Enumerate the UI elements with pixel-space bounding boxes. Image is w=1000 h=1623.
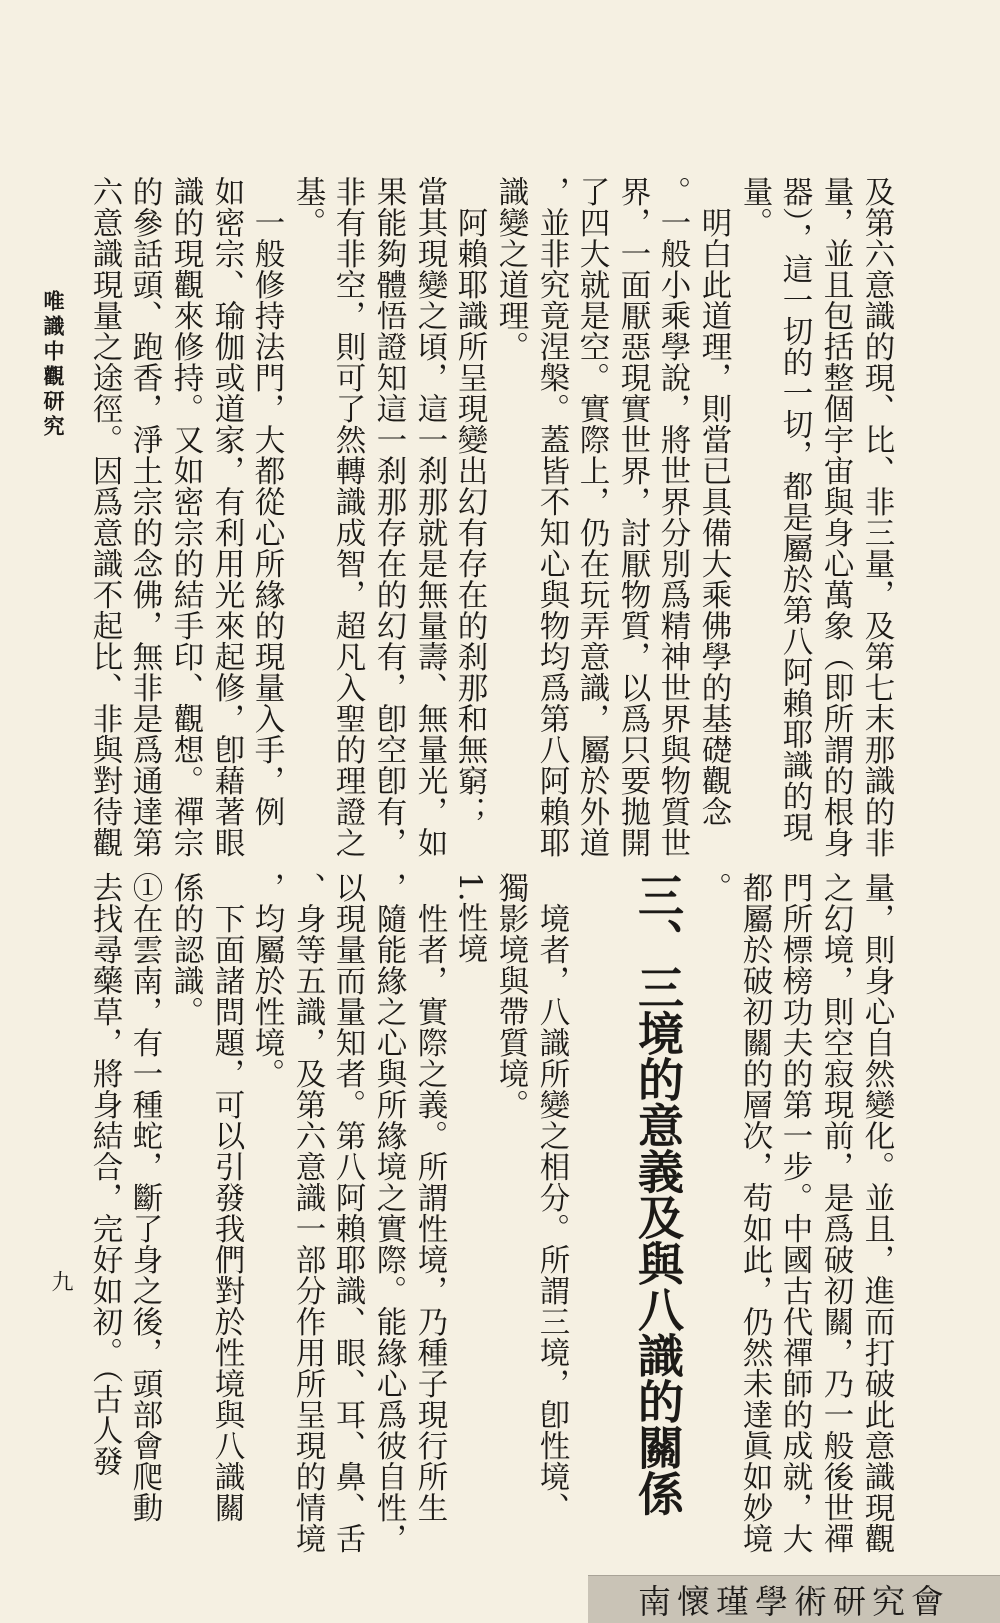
text-column: 、身等五識，及第六意識一部分作用所呈現的情境 [290, 872, 325, 1554]
text-column: ，均屬於性境。 [249, 872, 284, 1089]
text-column: 了四大就是空。實際上，仍在玩弄意識，屬於外道 [574, 176, 609, 858]
text-column: 界，一面厭惡現實世界，討厭物質，以爲只要拋開 [615, 176, 650, 858]
text-column: 當其現變之頃，這一刹那就是無量壽、無量光，如 [412, 176, 447, 858]
text-column: 性者，實際之義。所謂性境，乃種子現行所生 [412, 872, 447, 1523]
subsection-heading: 1.性境 [452, 872, 487, 965]
text-column: 量，並且包括整個宇宙與身心萬象（即所謂的根身 [818, 176, 853, 858]
text-column: 去找尋藥草，將身結合，完好如初。（古人發 [87, 872, 122, 1477]
list-item: ①在雲南，有一種蛇，斷了身之後，頭部會爬動 [127, 872, 162, 1523]
text-column: ，隨能緣之心與所緣境之實際。能緣心爲彼自性， [371, 872, 406, 1554]
text-column: 係的認識。 [168, 872, 203, 1027]
text-column: 一般修持法門，大都從心所緣的現量入手，例 [249, 176, 284, 827]
text-column: 量。 [737, 176, 772, 238]
text-column: 境者，八識所變之相分。所謂三境，卽性境、 [534, 872, 569, 1523]
watermark-banner: 南懷瑾學術研究會 [588, 1575, 1000, 1623]
text-column: 都屬於破初關的層次，苟如此，仍然未達眞如妙境 [737, 872, 772, 1554]
text-column: 阿賴耶識所呈現變出幻有存在的刹那和無窮； [452, 176, 487, 827]
text-column: 下面諸問題，可以引發我們對於性境與八識關 [209, 872, 244, 1523]
text-column: 明白此道理，則當已具備大乘佛學的基礎觀念 [696, 176, 731, 827]
text-column: 六意識現量之途徑。因爲意識不起比、非與對待觀 [87, 176, 122, 858]
text-column: 。一般小乘學說，將世界分別爲精神世界與物質世 [655, 176, 690, 858]
running-title: 唯識中觀研究 [41, 290, 65, 440]
section-heading: 三、三境的意義及與八識的關係 [631, 872, 685, 1516]
text-column: 非有非空，則可了然轉識成智，超凡入聖的理證之 [330, 176, 365, 858]
text-column: 以現量而量知者。第八阿賴耶識、眼、耳、鼻、舌 [330, 872, 365, 1554]
text-column: 及第六意識的現、比、非三量，及第七末那識的非 [859, 176, 894, 858]
text-column: 的參話頭、跑香，淨土宗的念佛，無非是爲通達第 [127, 176, 162, 858]
text-column: 如密宗、瑜伽或道家，有利用光來起修，卽藉著眼 [209, 176, 244, 858]
text-column: 果能夠體悟證知這一刹那存在的幻有，卽空卽有， [371, 176, 406, 858]
text-column: 器），這一切的一切，都是屬於第八阿賴耶識的現 [777, 176, 812, 843]
text-column: 基。 [290, 176, 325, 238]
text-column: 識變之道理。 [493, 176, 528, 362]
text-column: ，並非究竟涅槃。蓋皆不知心與物均爲第八阿賴耶 [534, 176, 569, 858]
text-column: 之幻境，則空寂現前，是爲破初關，乃一般後世禪 [818, 872, 853, 1554]
text-column: 。 [696, 872, 731, 903]
page-number: 九 [48, 1270, 73, 1292]
text-column: 門所標榜功夫的第一步。中國古代禪師的成就，大 [777, 872, 812, 1554]
text-column: 量，則身心自然變化。並且，進而打破此意識現觀 [859, 872, 894, 1554]
text-column: 獨影境與帶質境。 [493, 872, 528, 1120]
text-column: 識的現觀來修持。又如密宗的結手印、觀想。禪宗 [168, 176, 203, 858]
